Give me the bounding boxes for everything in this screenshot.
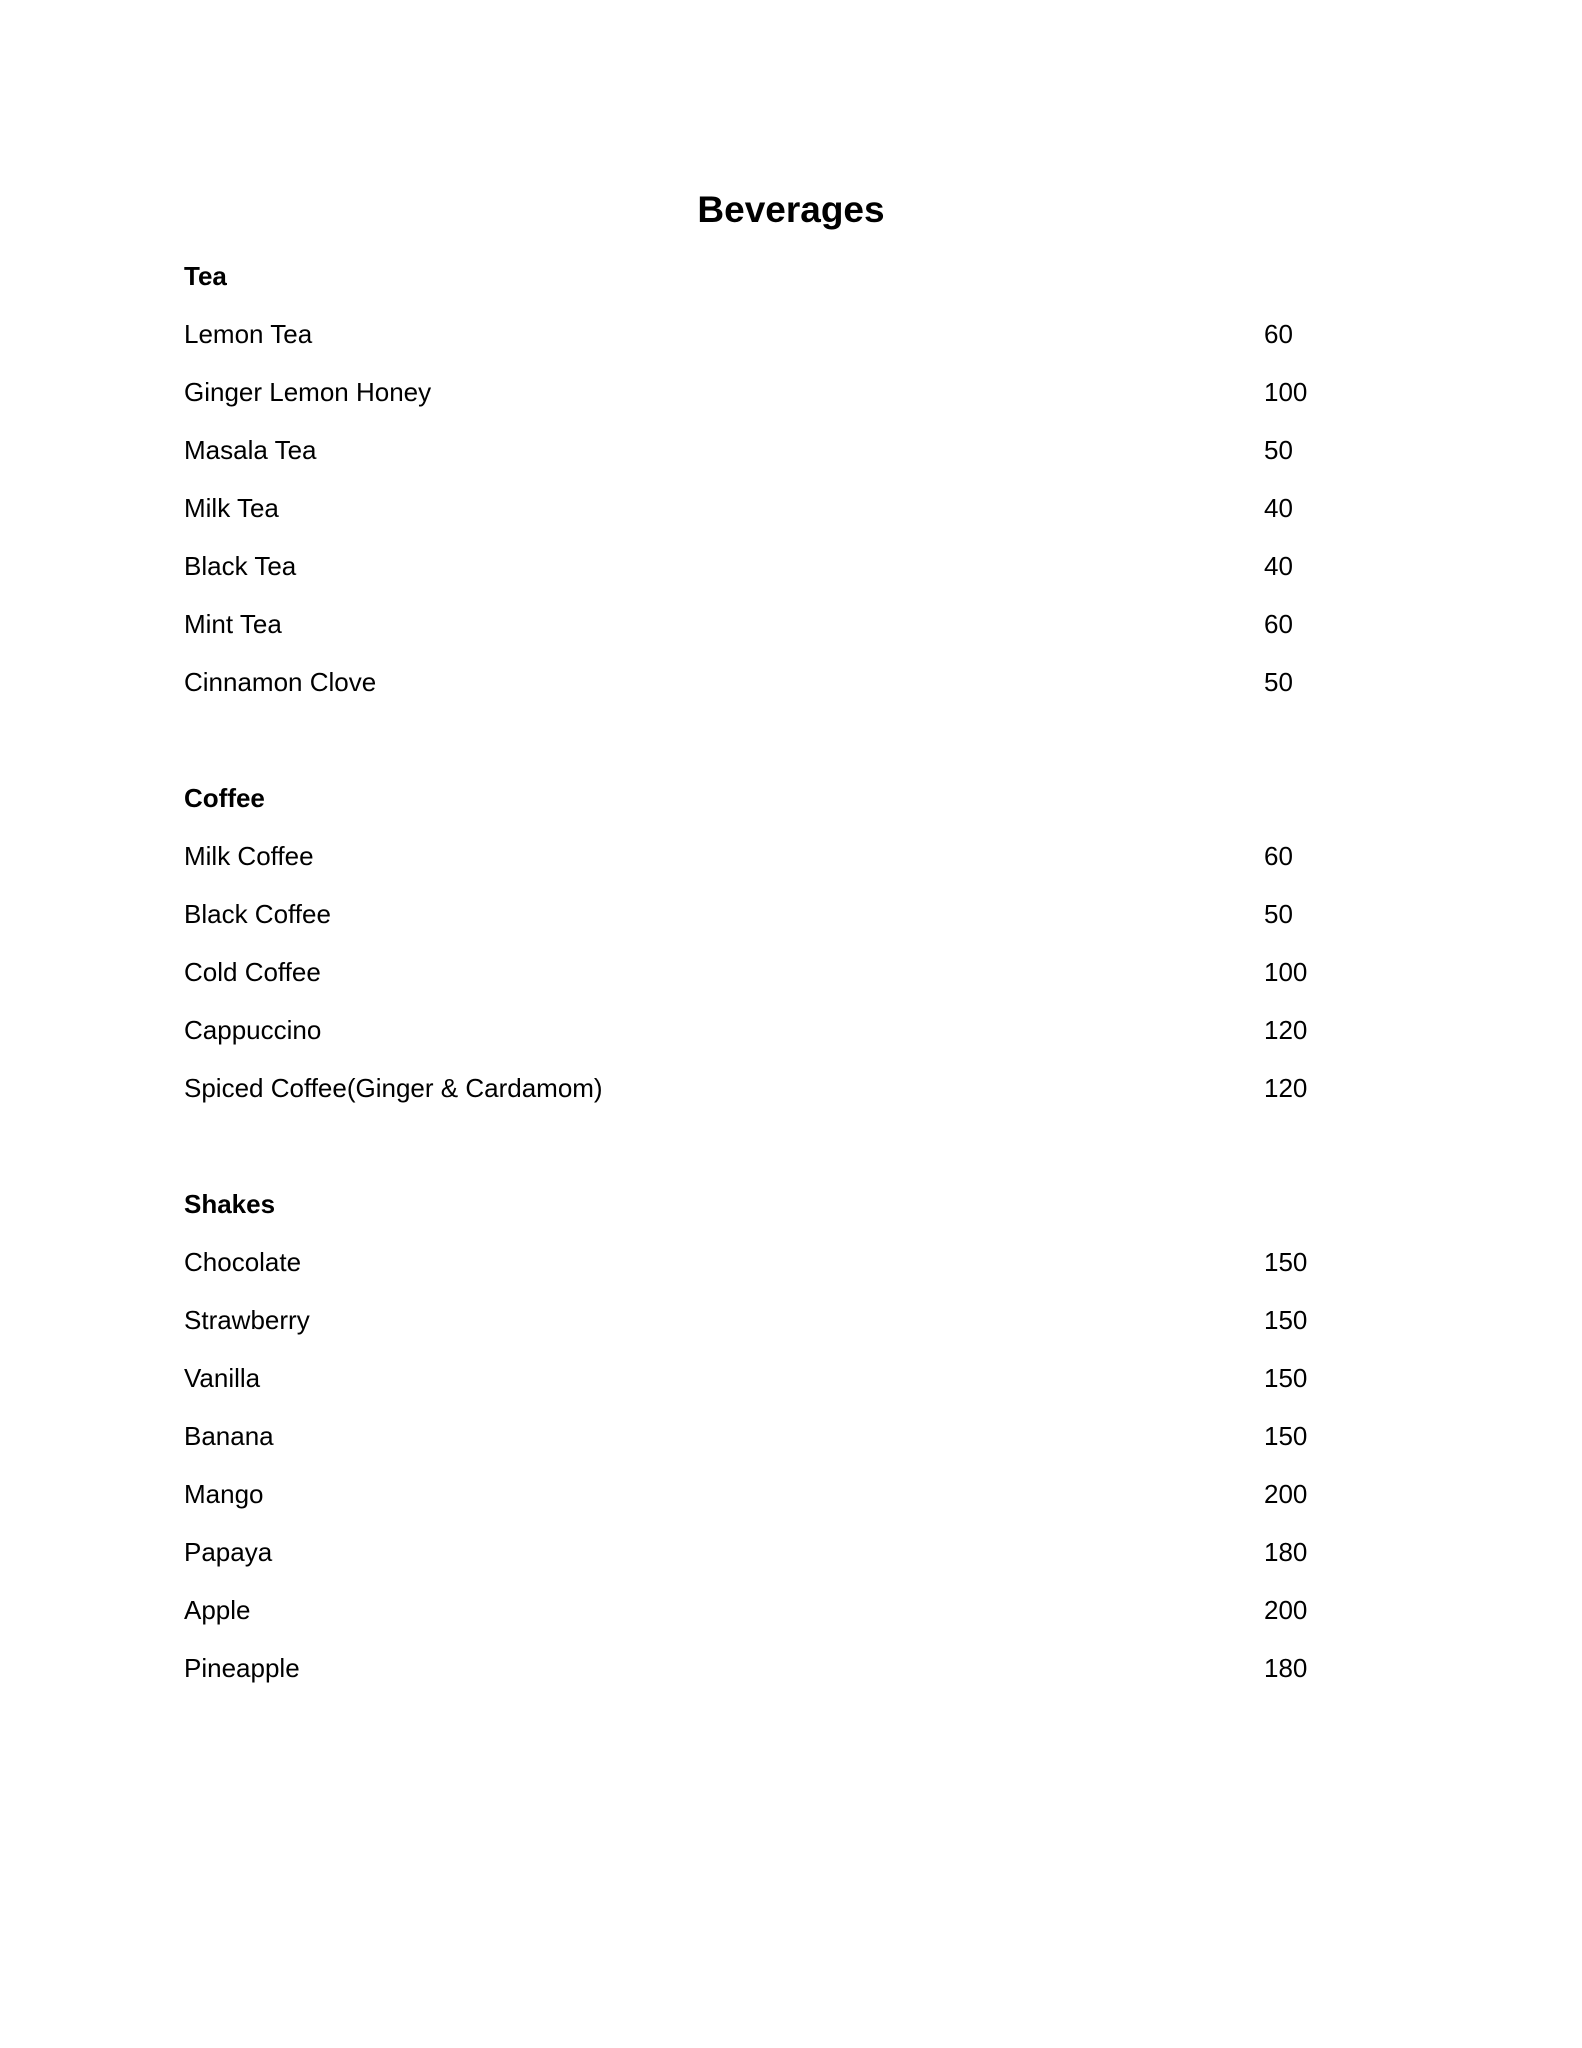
item-name: Cappuccino [184, 1015, 322, 1045]
item-name: Ginger Lemon Honey [184, 377, 432, 407]
item-price: 150 [1264, 1247, 1308, 1277]
item-name: Masala Tea [184, 435, 317, 465]
item-price: 50 [1264, 435, 1293, 465]
item-price: 40 [1264, 493, 1293, 523]
item-name: Milk Coffee [184, 841, 314, 871]
section-shakes [184, 1186, 1364, 1708]
item-price: 60 [1264, 841, 1293, 871]
menu-item [184, 1244, 1364, 1302]
menu-item [184, 1070, 1364, 1128]
item-price: 180 [1264, 1537, 1308, 1567]
item-name: Spiced Coffee(Ginger & Cardamom) [184, 1073, 603, 1103]
menu-item [184, 1418, 1364, 1476]
menu-item [184, 1012, 1364, 1070]
item-price: 120 [1264, 1073, 1308, 1103]
item-name: Pineapple [184, 1653, 300, 1683]
menu-item [184, 1592, 1364, 1650]
item-name: Cinnamon Clove [184, 667, 377, 697]
item-name: Milk Tea [184, 493, 279, 523]
menu-item [184, 432, 1364, 490]
section-tea [184, 258, 1364, 722]
menu-item [184, 1302, 1364, 1360]
item-price: 40 [1264, 551, 1293, 581]
menu-item [184, 490, 1364, 548]
section-heading: Coffee [184, 783, 265, 813]
item-price: 60 [1264, 609, 1293, 639]
item-price: 100 [1264, 377, 1308, 407]
menu-item [184, 1534, 1364, 1592]
item-name: Mint Tea [184, 609, 282, 639]
item-name: Black Tea [184, 551, 297, 581]
item-price: 180 [1264, 1653, 1308, 1683]
menu-item [184, 1360, 1364, 1418]
menu-item [184, 374, 1364, 432]
item-name: Cold Coffee [184, 957, 321, 987]
menu-item [184, 954, 1364, 1012]
item-price: 200 [1264, 1479, 1308, 1509]
menu-item [184, 548, 1364, 606]
menu-item [184, 838, 1364, 896]
item-name: Lemon Tea [184, 319, 313, 349]
item-price: 50 [1264, 667, 1293, 697]
item-price: 60 [1264, 319, 1293, 349]
item-name: Vanilla [184, 1363, 261, 1393]
item-price: 150 [1264, 1305, 1308, 1335]
section-coffee [184, 780, 1364, 1128]
item-name: Banana [184, 1421, 274, 1451]
item-price: 200 [1264, 1595, 1308, 1625]
item-name: Mango [184, 1479, 264, 1509]
item-name: Papaya [184, 1537, 273, 1567]
item-price: 50 [1264, 899, 1293, 929]
menu-item [184, 664, 1364, 722]
menu-item [184, 1476, 1364, 1534]
menu-item [184, 1650, 1364, 1708]
item-name: Chocolate [184, 1247, 302, 1277]
item-name: Black Coffee [184, 899, 331, 929]
menu-item [184, 316, 1364, 374]
item-name: Strawberry [184, 1305, 310, 1335]
item-price: 150 [1264, 1421, 1308, 1451]
item-price: 120 [1264, 1015, 1308, 1045]
item-price: 150 [1264, 1363, 1308, 1393]
menu-item [184, 896, 1364, 954]
item-name: Apple [184, 1595, 251, 1625]
page-title: Beverages [697, 189, 885, 230]
section-heading: Shakes [184, 1189, 276, 1219]
section-heading: Tea [184, 261, 227, 291]
item-price: 100 [1264, 957, 1308, 987]
menu-item [184, 606, 1364, 664]
